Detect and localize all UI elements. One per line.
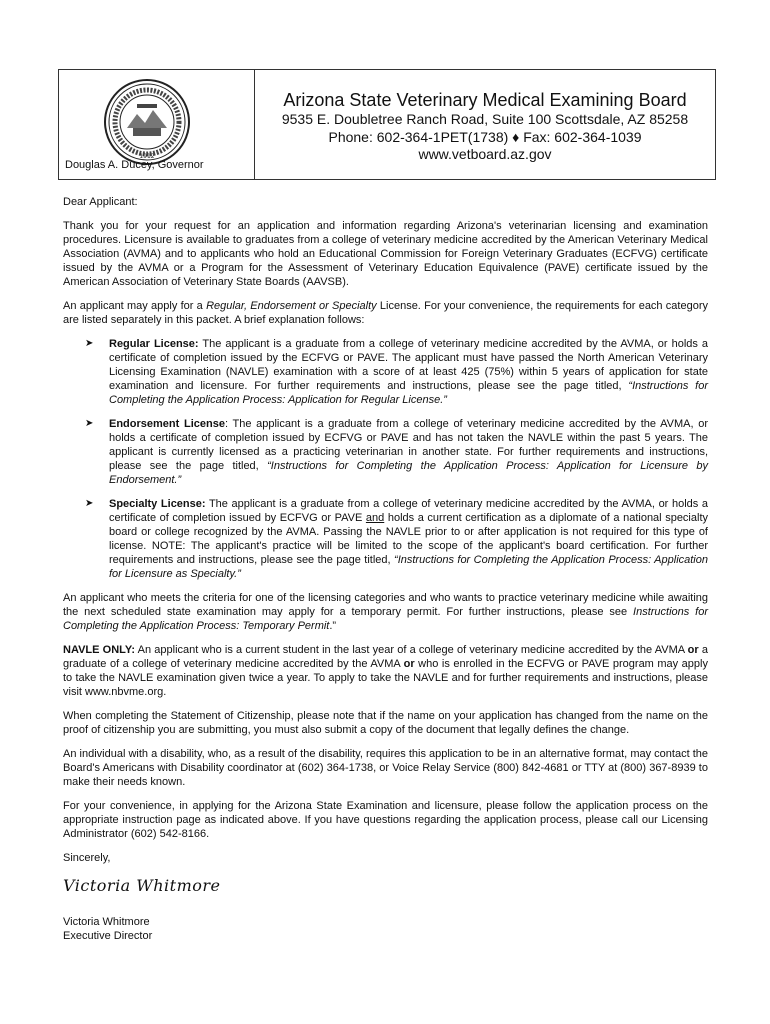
letterhead-right bbox=[255, 70, 715, 179]
license-category-list bbox=[63, 337, 708, 581]
specialty-text-1: The applicant is a graduate from a college of veterinary medicine accredited by the AVMA, or holds a certificate of completion issued by ECFVG or PAVE bbox=[109, 498, 708, 524]
categories-paragraph bbox=[63, 299, 708, 327]
board-phone: Phone: 602-364-1PET(1738) ♦ Fax: 602-364-1039 bbox=[328, 128, 642, 145]
specialty-label: Specialty License: bbox=[109, 498, 206, 510]
navle-text-2: a graduate of a college of veterinary medicine accredited by the AVMA bbox=[63, 644, 708, 670]
governor-name: Douglas A. Ducey, Governor bbox=[65, 159, 204, 171]
list-item-endorsement bbox=[63, 417, 708, 487]
disability-paragraph: An individual with a disability, who, as a result of the disability, requires this application to be in an alternative format, may contact the Board's Americans with Disability coordinator at (602) 364-1738, or Voice Relay Service (800) 842-4681 or TTY at (800) 367-8939 to make their needs known. bbox=[63, 748, 708, 788]
salutation: Dear Applicant: bbox=[63, 196, 138, 208]
signer-title: Executive Director bbox=[63, 930, 153, 942]
citizenship-paragraph: When completing the Statement of Citizenship, please note that if the name on your application has changed from the name on the proof of citizenship you are submitting, you must also submit a copy of the document that legally defines the change. bbox=[63, 710, 708, 736]
specialty-instructions-ref: “Instructions for Completing the Application Process: Application for Licensure as Specialty.” bbox=[109, 554, 708, 580]
navle-paragraph bbox=[63, 643, 708, 699]
letterhead bbox=[58, 69, 716, 180]
board-name: Arizona State Veterinary Medical Examining Board bbox=[283, 90, 687, 110]
navle-or-2: or bbox=[403, 658, 415, 670]
arrow-bullet-icon: ➤ bbox=[85, 418, 94, 429]
regular-text: The applicant is a graduate from a college of veterinary medicine accredited by the AVMA, or holds a certificate of completion issued by the ECFVG or PAVE. The applicant must have passed the North American Veterinary Licensing Examination (NAVLE) examination with a score of at least 425 (75%) within 5 years of application for state examination and licensure. For further requirements and instructions, please see the page titled, bbox=[109, 338, 709, 392]
state-seal-icon bbox=[103, 78, 191, 166]
signer-name: Victoria Whitmore bbox=[63, 916, 150, 928]
endorsement-instructions-ref: “Instructions for Completing the Application Process: Application for Licensure by Endorsement.” bbox=[109, 460, 709, 486]
navle-label: NAVLE ONLY: bbox=[63, 644, 136, 656]
endorsement-label: Endorsement License bbox=[109, 418, 225, 430]
regular-label: Regular License: bbox=[109, 338, 199, 350]
board-address: 9535 E. Doubletree Ranch Road, Suite 100 Scottsdale, AZ 85258 bbox=[281, 111, 689, 127]
specialty-and: and bbox=[365, 512, 385, 524]
board-website: www.vetboard.az.gov bbox=[418, 146, 552, 162]
temp-text: An applicant who meets the criteria for one of the licensing categories and who wants to practice veterinary medicine while awaiting the next scheduled state examination may apply for a temporary permit. For further instructions, please see bbox=[63, 592, 708, 618]
navle-text-3: who is enrolled in the ECFVG or PAVE program may apply to take the NAVLE examination given twice a year. To apply to take the NAVLE and for further requirements and instructions, please visit www.nbvme.org. bbox=[63, 658, 708, 698]
temp-end: .” bbox=[329, 620, 337, 632]
navle-text-1: An applicant who is a current student in the last year of a college of veterinary medicine accredited by the AVMA bbox=[135, 644, 688, 656]
letter-body bbox=[63, 195, 708, 943]
navle-or-1: or bbox=[687, 644, 699, 656]
temporary-permit-paragraph bbox=[63, 591, 708, 633]
categories-types: Regular, Endorsement or Specialty bbox=[206, 300, 377, 312]
intro-paragraph: Thank you for your request for an application and information regarding Arizona's veterinarian licensing and examination procedures. Licensure is available to graduates from a college of veterinary medicine accredited by the American Veterinary Medical Association (AVMA) and to applicants who hold an Educational Commission for Foreign Veterinary Graduates (ECFVG) certificate issued by the AVMA or a Program for the Assessment of Veterinary Education Equivalence (PAVE) certificate issued by the American Association of Veterinary State Boards (AAVSB). bbox=[63, 220, 708, 288]
convenience-paragraph: For your convenience, in applying for the Arizona State Examination and licensure, please follow the application process on the appropriate instruction page as indicated above. If you have questions regarding the application process, please call our Licensing Administrator (602) 542-8166. bbox=[63, 800, 708, 840]
temp-instructions-ref: Instructions for Completing the Application Process: Temporary Permit bbox=[63, 606, 708, 632]
list-item-regular bbox=[63, 337, 708, 407]
categories-text-2: License. For your convenience, the requirements for each category are listed separately in this packet. A brief explanation follows: bbox=[63, 300, 708, 326]
arrow-bullet-icon: ➤ bbox=[85, 338, 94, 349]
list-item-specialty bbox=[63, 497, 708, 581]
endorsement-text: : The applicant is a graduate from a college of veterinary medicine accredited by the AVMA, or holds a certificate of completion issued by ECFVG or PAVE and has not taken the NAVLE within the past 5 years. The applicant is currently licensed as a practicing veterinarian in another state. For further requirements and instructions, please see the page titled, bbox=[109, 418, 708, 472]
letterhead-left bbox=[59, 70, 255, 179]
specialty-text-2: holds a current certification as a diplomate of a national specialty board or college recognized by the AVMA. Passing the NAVLE prior to or after application is not required for this type of license. NOTE: The applicant's practice will be limited to the scope of the applicant's board certification. For further requirements and instructions, please see the page titled, bbox=[109, 512, 708, 566]
svg-text:1912: 1912 bbox=[139, 153, 155, 160]
regular-instructions-ref: “Instructions for Completing the Application Process: Application for Regular License.” bbox=[109, 380, 708, 406]
categories-text-1: An applicant may apply for a bbox=[63, 300, 207, 312]
closing: Sincerely, bbox=[63, 852, 111, 864]
handwritten-signature: Victoria Whitmore bbox=[63, 876, 221, 895]
arrow-bullet-icon: ➤ bbox=[85, 498, 94, 509]
